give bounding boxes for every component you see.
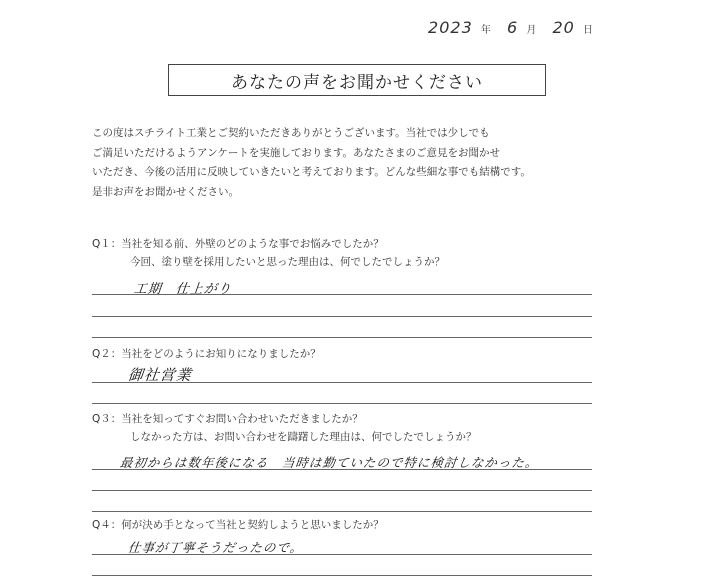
answer-4: 仕事が丁寧そうだったので。 xyxy=(127,540,305,555)
question-1 xyxy=(92,235,445,271)
intro-line: いただき、今後の活用に反映していきたいと考えております。どんな些細な事でも結構です。 xyxy=(92,166,531,178)
question-4-text: Q４：何が決め手となって当社と契約しようと思いましたか？ xyxy=(92,519,384,531)
answer-line xyxy=(92,575,592,576)
intro-line: ご満足いただけるようアンケートを実施しております。あなたさまのご意見をお聞かせ xyxy=(92,146,501,159)
answer-1: 工期 仕上がり xyxy=(133,282,233,297)
date-year-unit: 年 xyxy=(480,25,491,36)
survey-date xyxy=(428,18,605,37)
date-year: 2023 xyxy=(428,18,473,37)
answer-line xyxy=(92,316,592,317)
intro-line: 是非お声をお聞かせください。 xyxy=(92,185,239,198)
survey-title: あなたの声をお聞かせください xyxy=(168,64,546,96)
date-month-unit: 月 xyxy=(526,25,537,36)
question-4 xyxy=(92,516,384,534)
answer-line xyxy=(92,469,592,470)
question-3-text: Q３：当社を知ってすぐお問い合わせいただきましたか？ xyxy=(92,413,363,425)
question-3-subtext: しなかった方は、お問い合わせを躊躇した理由は、何でしたでしょうか？ xyxy=(130,431,477,443)
date-month: 6 xyxy=(507,18,519,37)
date-day-unit: 日 xyxy=(583,25,593,36)
answer-line xyxy=(92,337,592,338)
question-1-subtext: 今回、塗り壁を採用したいと思った理由は、何でしたでしょうか？ xyxy=(130,256,445,268)
date-day: 20 xyxy=(552,18,575,37)
intro-line: この度はスチライト工業とご契約いただきありがとうございます。当社では少しでも xyxy=(92,127,490,139)
question-3 xyxy=(92,410,477,446)
answer-line xyxy=(92,403,592,404)
answer-line xyxy=(92,554,592,555)
question-2-text: Q２：当社をどのようにお知りになりましたか？ xyxy=(92,348,321,360)
intro-text xyxy=(92,124,622,202)
answer-line xyxy=(92,490,592,491)
answer-3: 最初からは数年後になる 当時は勤ていたので特に検討しなかった。 xyxy=(119,455,540,470)
question-1-text: Q１：当社を知る前、外壁のどのような事でお悩みでしたか？ xyxy=(92,238,384,250)
question-2 xyxy=(92,345,321,363)
answer-line xyxy=(92,294,592,295)
answer-2: 御社営業 xyxy=(127,366,193,384)
answer-line xyxy=(92,382,592,383)
answer-line xyxy=(92,511,592,512)
